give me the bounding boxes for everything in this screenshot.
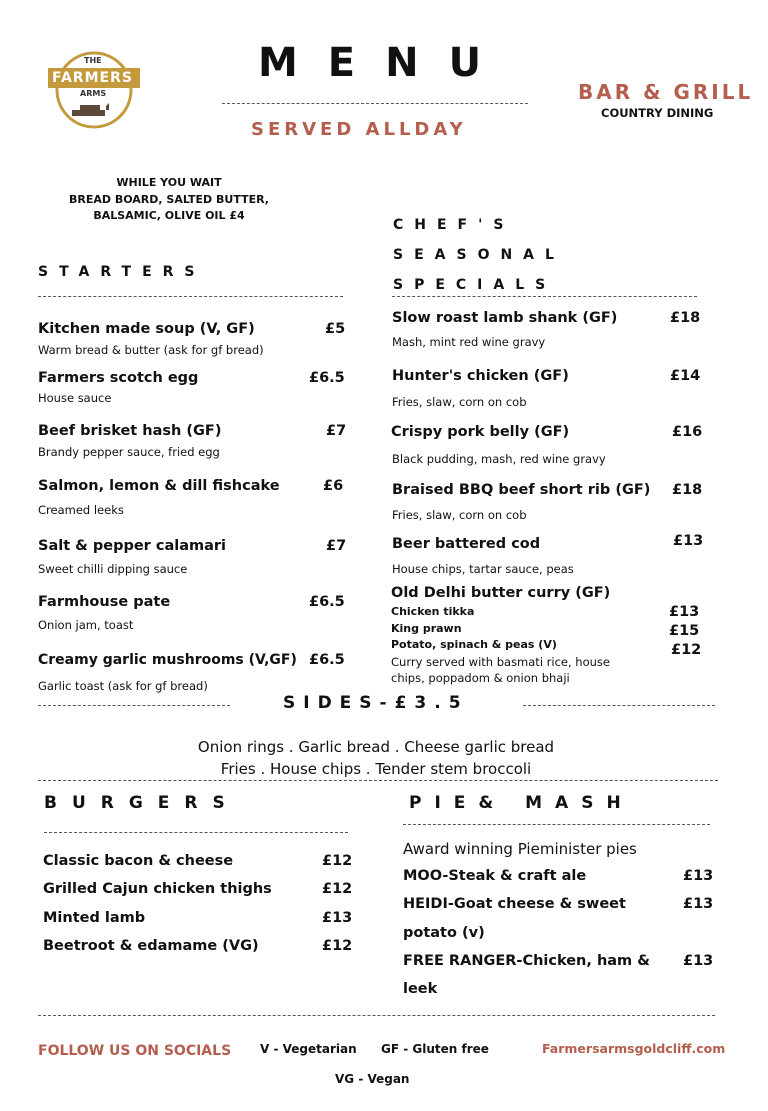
item-name: Creamy garlic mushrooms (V,GF) bbox=[38, 652, 297, 668]
specials-heading bbox=[393, 210, 565, 300]
item-price: £13 bbox=[322, 910, 353, 926]
item-desc: Brandy pepper sauce, fried egg bbox=[38, 445, 220, 459]
curry-option: Chicken tikka bbox=[391, 605, 475, 618]
item-price: £14 bbox=[670, 368, 701, 384]
wait-line: BREAD BOARD, SALTED BUTTER, bbox=[69, 192, 269, 206]
divider bbox=[392, 296, 697, 297]
item-name: Hunter's chicken (GF) bbox=[392, 368, 569, 384]
item-price: £7 bbox=[326, 423, 347, 439]
logo-text-farmers: FARMERS bbox=[52, 70, 133, 86]
item-desc: Mash, mint red wine gravy bbox=[392, 335, 546, 349]
curry-option: Potato, spinach & peas (V) bbox=[391, 638, 557, 651]
item-name: Farmers scotch egg bbox=[38, 370, 199, 386]
item-name: Crispy pork belly (GF) bbox=[391, 424, 570, 440]
country-dining: COUNTRY DINING bbox=[601, 106, 714, 120]
item-price: £6.5 bbox=[309, 594, 345, 610]
item-name: Beetroot & edamame (VG) bbox=[43, 938, 259, 954]
item-desc: House chips, tartar sauce, peas bbox=[392, 562, 574, 576]
item-name: Minted lamb bbox=[43, 910, 146, 926]
item-name: Kitchen made soup (V, GF) bbox=[38, 321, 255, 337]
divider bbox=[38, 1015, 715, 1016]
item-price: £6.5 bbox=[309, 652, 345, 668]
website-link[interactable]: Farmersarmsgoldcliff.com bbox=[542, 1041, 726, 1056]
specials-heading-line: CHEF'S bbox=[393, 217, 515, 233]
starters-heading: STARTERS bbox=[38, 264, 206, 280]
sides-line: Onion rings . Garlic bread . Cheese garlic bread bbox=[197, 738, 555, 756]
item-price: £5 bbox=[325, 321, 346, 337]
item-price: £12 bbox=[671, 642, 702, 658]
item-name: leek bbox=[403, 981, 438, 997]
bar-grill: BAR & GRILL bbox=[578, 80, 754, 104]
item-price: £13 bbox=[683, 868, 714, 884]
item-price: £18 bbox=[672, 482, 703, 498]
logo bbox=[44, 48, 144, 130]
sides-line: Fries . House chips . Tender stem broccoli bbox=[220, 760, 532, 778]
specials-heading-line: SEASONAL bbox=[393, 247, 565, 263]
item-name: Salmon, lemon & dill fishcake bbox=[38, 478, 280, 494]
follow-socials: FOLLOW US ON SOCIALS bbox=[38, 1043, 232, 1059]
item-name: Grilled Cajun chicken thighs bbox=[43, 881, 272, 897]
item-price: £18 bbox=[670, 310, 701, 326]
burgers-heading: BURGERS bbox=[44, 793, 240, 813]
item-desc: Fries, slaw, corn on cob bbox=[392, 508, 527, 522]
divider bbox=[38, 296, 343, 297]
item-price: £13 bbox=[669, 604, 700, 620]
item-name: HEIDI-Goat cheese & sweet bbox=[403, 896, 626, 912]
item-desc: Garlic toast (ask for gf bread) bbox=[38, 679, 208, 693]
item-price: £13 bbox=[683, 896, 714, 912]
wait-line: BALSAMIC, OLIVE OIL £4 bbox=[93, 209, 245, 222]
while-you-wait bbox=[38, 175, 300, 225]
item-name: Salt & pepper calamari bbox=[38, 538, 227, 554]
item-price: £12 bbox=[322, 938, 353, 954]
divider bbox=[222, 103, 528, 104]
divider bbox=[38, 705, 230, 706]
item-name: Classic bacon & cheese bbox=[43, 853, 234, 869]
item-price: £13 bbox=[683, 953, 714, 969]
legend-vegetarian: V - Vegetarian bbox=[260, 1042, 357, 1056]
item-price: £6 bbox=[323, 478, 344, 494]
item-desc: House sauce bbox=[38, 391, 112, 405]
item-desc: Curry served with basmati rice, house bbox=[391, 655, 610, 669]
pie-mash-heading: PIE& MASH bbox=[409, 793, 634, 813]
item-price: £13 bbox=[673, 533, 704, 549]
item-desc: Fries, slaw, corn on cob bbox=[392, 395, 527, 409]
item-desc: chips, poppadom & onion bhaji bbox=[391, 671, 570, 685]
sides-heading: SIDES-£3.5 bbox=[283, 693, 469, 713]
item-price: £7 bbox=[326, 538, 347, 554]
item-name: FREE RANGER-Chicken, ham & bbox=[403, 953, 650, 969]
item-price: £6.5 bbox=[309, 370, 345, 386]
item-desc: Sweet chilli dipping sauce bbox=[38, 562, 188, 576]
item-price: £12 bbox=[322, 881, 353, 897]
item-name: Old Delhi butter curry (GF) bbox=[391, 585, 611, 601]
served-allday: SERVED ALLDAY bbox=[251, 119, 467, 140]
item-price: £15 bbox=[669, 623, 700, 639]
item-name: Beef brisket hash (GF) bbox=[38, 423, 222, 439]
curry-option: King prawn bbox=[391, 622, 462, 635]
item-desc: Onion jam, toast bbox=[38, 618, 134, 632]
item-desc: Black pudding, mash, red wine gravy bbox=[392, 452, 606, 466]
item-desc: Creamed leeks bbox=[38, 503, 124, 517]
divider bbox=[403, 824, 710, 825]
item-name: Beer battered cod bbox=[392, 536, 541, 552]
item-name: Braised BBQ beef short rib (GF) bbox=[392, 482, 651, 498]
item-name: MOO-Steak & craft ale bbox=[403, 868, 587, 884]
logo-text-arms: ARMS bbox=[80, 89, 107, 98]
divider bbox=[38, 780, 718, 781]
item-name: Farmhouse pate bbox=[38, 594, 171, 610]
legend-vegan: VG - Vegan bbox=[335, 1072, 410, 1086]
pie-intro: Award winning Pieminister pies bbox=[403, 840, 637, 858]
divider bbox=[44, 832, 348, 833]
specials-heading-line: SPECIALS bbox=[393, 277, 557, 293]
logo-text-the: THE bbox=[84, 56, 102, 65]
menu-title: MENU bbox=[258, 40, 512, 86]
item-name: potato (v) bbox=[403, 925, 485, 941]
item-price: £12 bbox=[322, 853, 353, 869]
legend-gluten-free: GF - Gluten free bbox=[381, 1042, 489, 1056]
wait-line: WHILE YOU WAIT bbox=[116, 176, 222, 189]
item-name: Slow roast lamb shank (GF) bbox=[392, 310, 618, 326]
divider bbox=[523, 705, 715, 706]
item-price: £16 bbox=[672, 424, 703, 440]
item-desc: Warm bread & butter (ask for gf bread) bbox=[38, 343, 264, 357]
